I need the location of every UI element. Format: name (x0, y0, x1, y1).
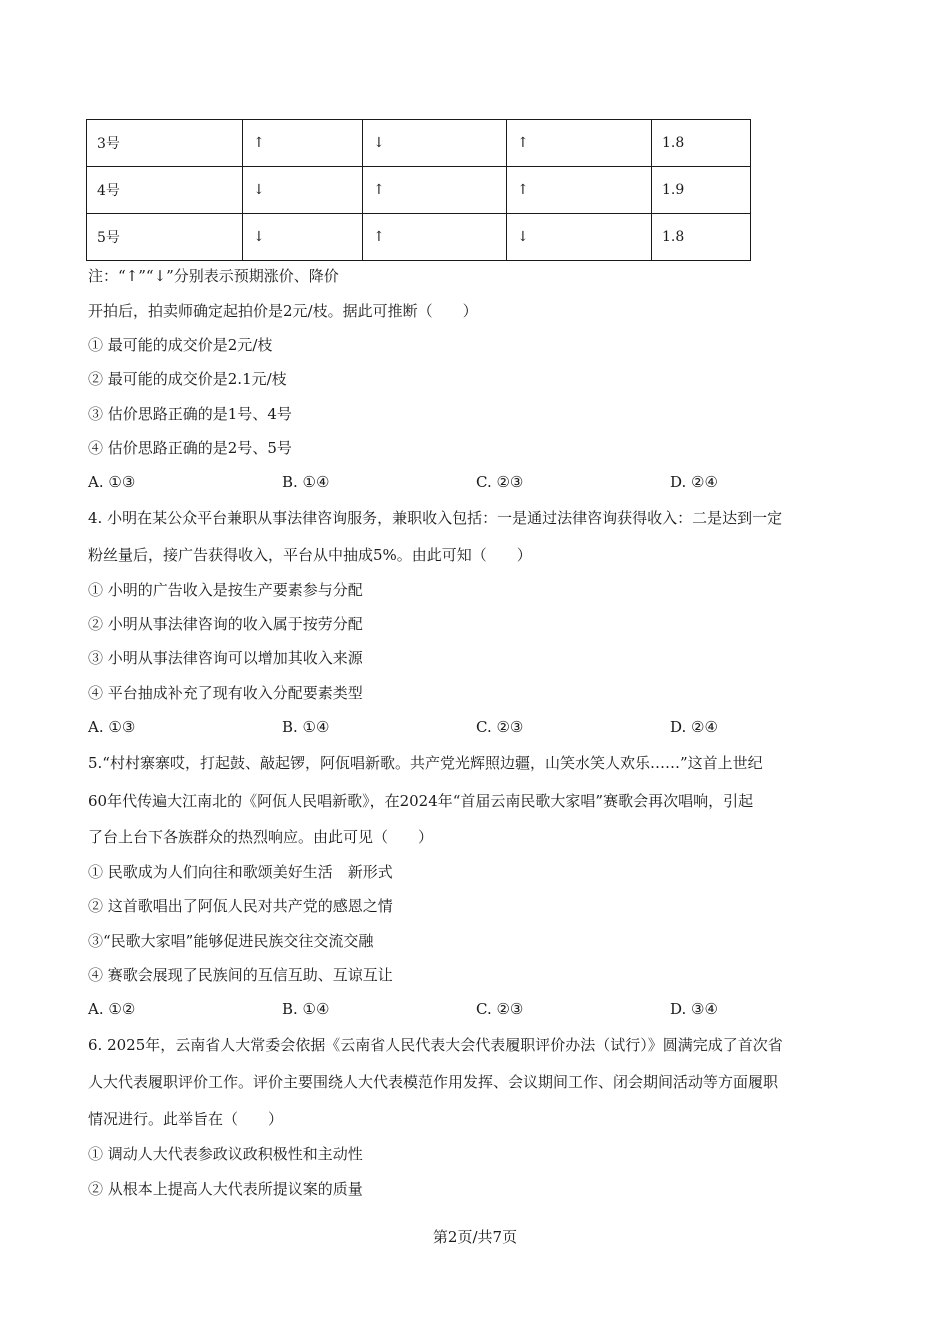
question-5-item: ② 这首歌唱出了阿佤人民对共产党的感恩之情 (88, 897, 393, 915)
question-5-options (88, 999, 768, 1019)
page-number: 第2页/共7页 (432, 1228, 518, 1246)
question-4-item: ④ 平台抽成补充了现有收入分配要素类型 (88, 684, 363, 702)
option-d[interactable]: D. ③④ (670, 1000, 718, 1018)
table-cell: ↑ (363, 167, 507, 214)
question-5-stem: 60年代传遍大江南北的《阿佤人民唱新歌》，在2024年“首届云南民歌大家唱”赛歌会再次唱响，引起 (88, 792, 754, 810)
table-cell: 5号 (87, 214, 243, 261)
question-5-stem: 了台上台下各族群众的热烈响应。由此可见（ ） (88, 828, 434, 846)
question-3-options (88, 472, 768, 492)
question-5-item: ④ 赛歌会展现了民族间的互信互助、互谅互让 (88, 966, 393, 984)
question-5-stem: 5.“村村寨寨哎，打起鼓、敲起锣，阿佤唱新歌。共产党光辉照边疆，山笑水笑人欢乐……”这首上世纪 (88, 754, 763, 772)
question-6-stem: 人大代表履职评价工作。评价主要围绕人大代表模范作用发挥、会议期间工作、闭会期间活动等方面履职 (88, 1073, 779, 1091)
table-cell: 4号 (87, 167, 243, 214)
question-3-item: ① 最可能的成交价是2元/枝 (88, 336, 273, 354)
question-6-item: ① 调动人大代表参政议政积极性和主动性 (88, 1145, 363, 1163)
table-row (87, 120, 751, 167)
option-d[interactable]: D. ②④ (670, 718, 718, 736)
question-4-item: ③ 小明从事法律咨询可以增加其收入来源 (88, 649, 363, 667)
option-a[interactable]: A. ①③ (88, 718, 136, 736)
table-note: 注：“↑”“↓”分别表示预期涨价、降价 (88, 267, 339, 285)
table-cell: ↓ (243, 167, 363, 214)
table-row (87, 167, 751, 214)
option-a[interactable]: A. ①② (88, 1000, 136, 1018)
question-4-item: ② 小明从事法律咨询的收入属于按劳分配 (88, 615, 363, 633)
table-cell: ↓ (243, 214, 363, 261)
question-3-item: ④ 估价思路正确的是2号、5号 (88, 439, 292, 457)
table-cell: 3号 (87, 120, 243, 167)
table-cell: ↑ (507, 120, 652, 167)
question-4-options (88, 717, 768, 737)
question-3-stem: 开拍后，拍卖师确定起拍价是2元/枝。据此可推断（ ） (88, 302, 478, 320)
option-a[interactable]: A. ①③ (88, 473, 136, 491)
question-6-stem: 情况进行。此举旨在（ ） (88, 1110, 284, 1128)
question-6-item: ② 从根本上提高人大代表所提议案的质量 (88, 1180, 363, 1198)
table-cell: ↑ (363, 214, 507, 261)
price-estimate-table (86, 119, 751, 261)
option-c[interactable]: C. ②③ (476, 1000, 524, 1018)
option-d[interactable]: D. ②④ (670, 473, 718, 491)
table-cell: ↓ (363, 120, 507, 167)
table-cell: ↑ (507, 167, 652, 214)
table-cell: ↓ (507, 214, 652, 261)
option-b[interactable]: B. ①④ (282, 1000, 330, 1018)
table-cell: ↑ (243, 120, 363, 167)
question-5-item: ① 民歌成为人们向往和歌颂美好生活 新形式 (88, 863, 393, 881)
question-3-item: ② 最可能的成交价是2.1元/枝 (88, 370, 287, 388)
option-b[interactable]: B. ①④ (282, 473, 330, 491)
question-3-item: ③ 估价思路正确的是1号、4号 (88, 405, 292, 423)
question-4-stem: 粉丝量后，接广告获得收入，平台从中抽成5%。由此可知（ ） (88, 546, 532, 564)
option-c[interactable]: C. ②③ (476, 718, 524, 736)
question-5-item: ③“民歌大家唱”能够促进民族交往交流交融 (88, 932, 374, 950)
table-cell: 1.9 (652, 167, 751, 214)
question-4-stem: 4. 小明在某公众平台兼职从事法律咨询服务，兼职收入包括：一是通过法律咨询获得收入：二是达到一定 (88, 509, 783, 527)
option-b[interactable]: B. ①④ (282, 718, 330, 736)
option-c[interactable]: C. ②③ (476, 473, 524, 491)
table-row (87, 214, 751, 261)
table-cell: 1.8 (652, 214, 751, 261)
question-4-item: ① 小明的广告收入是按生产要素参与分配 (88, 581, 363, 599)
table-cell: 1.8 (652, 120, 751, 167)
question-6-stem: 6. 2025年，云南省人大常委会依据《云南省人民代表大会代表履职评价办法（试行）》圆满完成了首次省 (88, 1036, 783, 1054)
